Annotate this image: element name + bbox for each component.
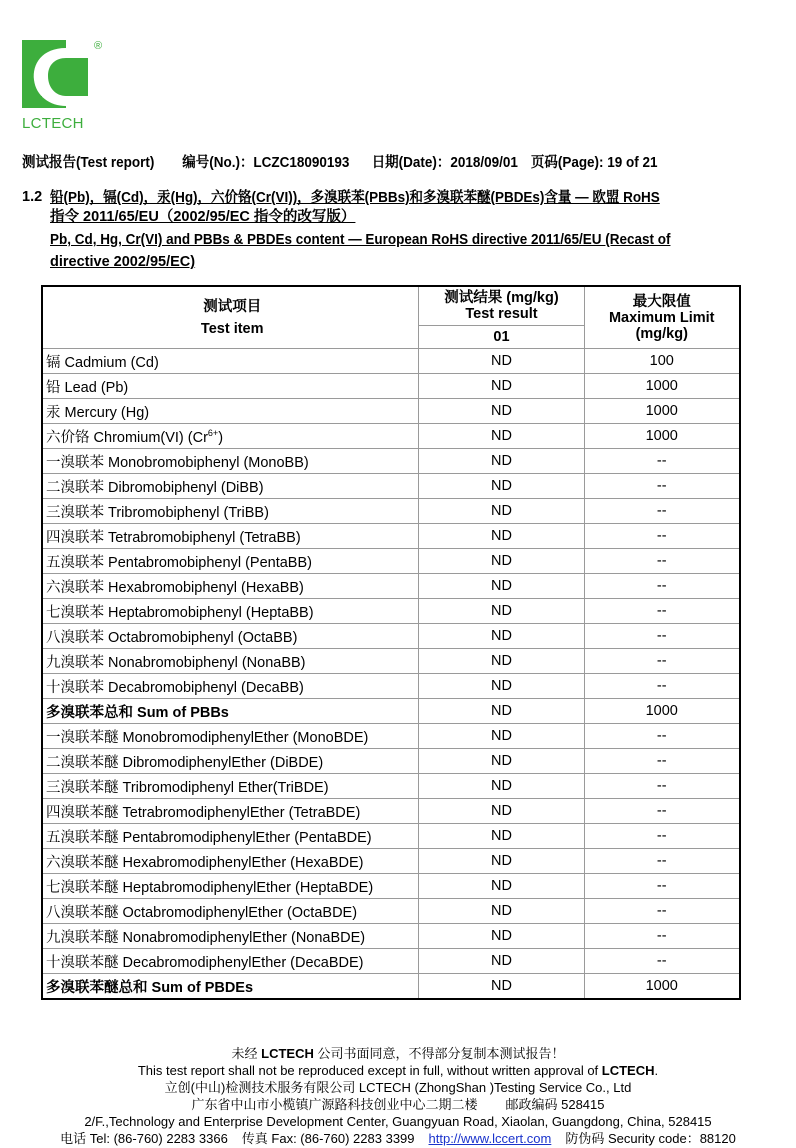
test-item-cell bbox=[42, 474, 419, 499]
max-limit-cell: -- bbox=[584, 849, 740, 874]
section-title-cn-line2: 指令 2011/65/EU（2002/95/EC 指令的改写版） bbox=[50, 209, 356, 225]
footer-notice-en bbox=[0, 1062, 796, 1079]
test-result-cell: ND bbox=[419, 899, 584, 924]
lctech-logo-mark-icon bbox=[22, 40, 88, 108]
test-item-cell bbox=[42, 824, 419, 849]
table-row bbox=[42, 774, 740, 799]
test-result-cell: ND bbox=[419, 924, 584, 949]
test-result-cell: ND bbox=[419, 649, 584, 674]
section-title-cn-line1: 铅(Pb)，镉(Cd)，汞(Hg)，六价铬(Cr(VI))，多溴联苯(PBBs)和多溴联苯醚(PBDEs)含量 — 欧盟 RoHS bbox=[50, 190, 660, 206]
header-test-result bbox=[419, 286, 584, 326]
table-row bbox=[42, 499, 740, 524]
max-limit-cell: 1000 bbox=[584, 424, 740, 449]
header-test-result-cn: 测试结果 (mg/kg) bbox=[444, 290, 559, 306]
test-item-cell bbox=[42, 674, 419, 699]
test-item-name: 一溴联苯醚 MonobromodiphenylEther (MonoBDE) bbox=[46, 729, 369, 746]
header-max-limit-cn: 最大限值 bbox=[632, 293, 691, 310]
test-item-name: 三溴联苯 Tribromobiphenyl (TriBB) bbox=[46, 504, 269, 521]
test-result-cell: ND bbox=[419, 499, 584, 524]
test-item-name: 八溴联苯 Octabromobiphenyl (OctaBB) bbox=[46, 629, 298, 646]
test-item-name: 汞 Mercury (Hg) bbox=[46, 404, 150, 421]
test-result-cell: ND bbox=[419, 474, 584, 499]
table-row bbox=[42, 474, 740, 499]
test-item-name: 三溴联苯醚 Tribromodiphenyl Ether(TriBDE) bbox=[46, 779, 329, 796]
table-row bbox=[42, 974, 740, 1000]
header-max-limit bbox=[584, 286, 740, 349]
test-result-cell: ND bbox=[419, 874, 584, 899]
test-result-cell: ND bbox=[419, 724, 584, 749]
header-test-item-cn: 测试项目 bbox=[203, 298, 262, 315]
max-limit-cell: -- bbox=[584, 599, 740, 624]
header-test-item-en: Test item bbox=[200, 320, 264, 337]
test-item-cell bbox=[42, 749, 419, 774]
table-row bbox=[42, 799, 740, 824]
section-title-en-line1: Pb, Cd, Hg, Cr(VI) and PBBs & PBDEs content — European RoHS directive 2011/65/EU (Recast of bbox=[50, 232, 671, 248]
table-row bbox=[42, 874, 740, 899]
test-item-cell bbox=[42, 924, 419, 949]
table-row bbox=[42, 524, 740, 549]
footer-website-link[interactable]: http://www.lccert.com bbox=[428, 1131, 552, 1146]
table-row bbox=[42, 374, 740, 399]
max-limit-cell: -- bbox=[584, 724, 740, 749]
footer-company: 立创(中山)检测技术服务有限公司 LCTECH (ZhongShan )Testing Service Co., Ltd bbox=[164, 1080, 632, 1095]
max-limit-cell: -- bbox=[584, 749, 740, 774]
table-row bbox=[42, 749, 740, 774]
table-row bbox=[42, 699, 740, 724]
footer-notice-cn bbox=[0, 1045, 796, 1062]
test-result-cell: ND bbox=[419, 624, 584, 649]
test-item-name: 六价铬 Chromium(VI) (Cr bbox=[46, 429, 208, 446]
test-item-tail: ) bbox=[218, 429, 224, 446]
table-row bbox=[42, 849, 740, 874]
test-item-cell bbox=[42, 349, 419, 374]
max-limit-cell: -- bbox=[584, 899, 740, 924]
logo-brand-text: LCTECH bbox=[22, 115, 84, 132]
test-item-name: 多溴联苯醚总和 Sum of PBDEs bbox=[46, 979, 254, 996]
test-item-name: 五溴联苯醚 PentabromodiphenylEther (PentaBDE) bbox=[46, 829, 372, 846]
test-item-cell bbox=[42, 849, 419, 874]
table-header-row bbox=[42, 286, 740, 326]
test-item-name: 四溴联苯 Tetrabromobiphenyl (TetraBB) bbox=[46, 529, 301, 546]
test-item-name: 多溴联苯总和 Sum of PBBs bbox=[46, 704, 229, 721]
max-limit-cell: -- bbox=[584, 474, 740, 499]
max-limit-cell: -- bbox=[584, 574, 740, 599]
max-limit-cell: 1000 bbox=[584, 399, 740, 424]
max-limit-cell: -- bbox=[584, 449, 740, 474]
report-label: 测试报告(Test report) bbox=[22, 155, 155, 171]
footer-postcode: 邮政编码 528415 bbox=[505, 1097, 605, 1112]
table-row bbox=[42, 549, 740, 574]
test-item-name: 十溴联苯 Decabromobiphenyl (DecaBB) bbox=[46, 679, 304, 696]
test-item-cell bbox=[42, 974, 419, 1000]
test-item-name: 十溴联苯醚 DecabromodiphenylEther (DecaBDE) bbox=[46, 954, 364, 971]
test-item-cell bbox=[42, 949, 419, 974]
test-item-name: 二溴联苯醚 DibromodiphenylEther (DiBDE) bbox=[46, 754, 324, 771]
test-result-cell: ND bbox=[419, 974, 584, 1000]
table-row bbox=[42, 899, 740, 924]
table-row bbox=[42, 599, 740, 624]
test-item-name: 镉 Cadmium (Cd) bbox=[46, 354, 159, 371]
header-max-limit-unit: (mg/kg) bbox=[635, 325, 688, 342]
test-item-cell bbox=[42, 499, 419, 524]
max-limit-cell: -- bbox=[584, 624, 740, 649]
test-item-cell bbox=[42, 799, 419, 824]
test-item-name: 五溴联苯 Pentabromobiphenyl (PentaBB) bbox=[46, 554, 312, 571]
test-result-cell: ND bbox=[419, 824, 584, 849]
test-result-cell: ND bbox=[419, 424, 584, 449]
table-row bbox=[42, 424, 740, 449]
test-item-cell bbox=[42, 449, 419, 474]
test-result-cell: ND bbox=[419, 549, 584, 574]
table-row bbox=[42, 399, 740, 424]
test-item-cell bbox=[42, 874, 419, 899]
max-limit-cell: 1000 bbox=[584, 699, 740, 724]
test-item-cell bbox=[42, 699, 419, 724]
test-item-cell bbox=[42, 724, 419, 749]
test-item-name: 二溴联苯 Dibromobiphenyl (DiBB) bbox=[46, 479, 264, 496]
max-limit-cell: 1000 bbox=[584, 374, 740, 399]
header-test-result-en: Test result bbox=[465, 306, 538, 322]
results-table bbox=[41, 285, 741, 1000]
report-date: 日期(Date)：2018/09/01 bbox=[371, 155, 518, 171]
test-item-cell bbox=[42, 399, 419, 424]
max-limit-cell: 100 bbox=[584, 349, 740, 374]
test-result-cell: ND bbox=[419, 849, 584, 874]
test-result-cell: ND bbox=[419, 449, 584, 474]
max-limit-cell: -- bbox=[584, 774, 740, 799]
footer-address-cn-line bbox=[0, 1096, 796, 1113]
test-result-cell: ND bbox=[419, 524, 584, 549]
registered-mark: ® bbox=[94, 40, 103, 52]
page-number: 页码(Page): 19 of 21 bbox=[530, 155, 658, 171]
max-limit-cell: -- bbox=[584, 824, 740, 849]
header-sample-id: 01 bbox=[419, 326, 584, 349]
test-item-cell bbox=[42, 649, 419, 674]
test-item-cell bbox=[42, 574, 419, 599]
test-item-cell bbox=[42, 549, 419, 574]
table-row bbox=[42, 449, 740, 474]
footer-security-code: 防伪码 Security code：88120 bbox=[565, 1131, 736, 1146]
table-row bbox=[42, 574, 740, 599]
test-item-name: 一溴联苯 Monobromobiphenyl (MonoBB) bbox=[46, 454, 309, 471]
max-limit-cell: -- bbox=[584, 524, 740, 549]
test-item-superscript: 6+ bbox=[207, 427, 219, 438]
table-row bbox=[42, 624, 740, 649]
test-item-cell bbox=[42, 624, 419, 649]
section-number: 1.2 bbox=[22, 189, 43, 205]
test-result-cell: ND bbox=[419, 749, 584, 774]
test-item-cell bbox=[42, 374, 419, 399]
table-row bbox=[42, 924, 740, 949]
footer-fax: 传真 Fax: (86-760) 2283 3399 bbox=[241, 1131, 415, 1146]
test-item-name: 六溴联苯 Hexabromobiphenyl (HexaBB) bbox=[46, 579, 304, 596]
test-result-cell: ND bbox=[419, 574, 584, 599]
max-limit-cell: -- bbox=[584, 799, 740, 824]
table-row bbox=[42, 949, 740, 974]
test-item-name: 八溴联苯醚 OctabromodiphenylEther (OctaBDE) bbox=[46, 904, 358, 921]
footer-tel: 电话 Tel: (86-760) 2283 3366 bbox=[60, 1131, 228, 1146]
test-item-name: 铅 Lead (Pb) bbox=[46, 379, 129, 396]
test-result-cell: ND bbox=[419, 699, 584, 724]
report-header bbox=[22, 151, 658, 172]
test-result-cell: ND bbox=[419, 349, 584, 374]
section-title-en-line2: directive 2002/95/EC) bbox=[50, 254, 196, 270]
max-limit-cell: -- bbox=[584, 549, 740, 574]
notice-en-pre: This test report shall not be reproduced except in full, without written approval of bbox=[137, 1063, 602, 1078]
notice-cn-pre: 未经 bbox=[231, 1046, 262, 1061]
test-item-name: 九溴联苯 Nonabromobiphenyl (NonaBB) bbox=[46, 654, 306, 671]
test-item-cell bbox=[42, 899, 419, 924]
max-limit-cell: -- bbox=[584, 499, 740, 524]
table-row bbox=[42, 724, 740, 749]
notice-cn-post: 公司书面同意，不得部分复制本测试报告！ bbox=[313, 1046, 565, 1061]
test-item-cell bbox=[42, 774, 419, 799]
notice-en-brand: LCTECH bbox=[601, 1063, 655, 1078]
test-item-cell bbox=[42, 599, 419, 624]
table-row bbox=[42, 674, 740, 699]
max-limit-cell: -- bbox=[584, 649, 740, 674]
footer-address-cn: 广东省中山市小榄镇广源路科技创业中心二期二楼 bbox=[191, 1097, 478, 1112]
test-item-cell bbox=[42, 524, 419, 549]
table-row bbox=[42, 649, 740, 674]
max-limit-cell: -- bbox=[584, 874, 740, 899]
test-item-name: 四溴联苯醚 TetrabromodiphenylEther (TetraBDE) bbox=[46, 804, 361, 821]
max-limit-cell: 1000 bbox=[584, 974, 740, 1000]
test-item-cell bbox=[42, 424, 419, 449]
header-max-limit-en: Maximum Limit bbox=[608, 309, 715, 326]
test-item-name: 七溴联苯醚 HeptabromodiphenylEther (HeptaBDE) bbox=[46, 879, 374, 896]
footer-address-en: 2/F.,Technology and Enterprise Development Center, Guangyuan Road, Xiaolan, Guangdong, China, 528415 bbox=[84, 1114, 712, 1129]
test-result-cell: ND bbox=[419, 949, 584, 974]
test-result-cell: ND bbox=[419, 774, 584, 799]
max-limit-cell: -- bbox=[584, 924, 740, 949]
test-result-cell: ND bbox=[419, 399, 584, 424]
table-body bbox=[42, 349, 740, 1000]
test-item-name: 九溴联苯醚 NonabromodiphenylEther (NonaBDE) bbox=[46, 929, 366, 946]
notice-cn-brand: LCTECH bbox=[261, 1046, 314, 1061]
test-item-name: 七溴联苯 Heptabromobiphenyl (HeptaBB) bbox=[46, 604, 314, 621]
report-number: 编号(No.)：LCZC18090193 bbox=[182, 155, 350, 171]
company-logo bbox=[22, 40, 112, 132]
header-test-item bbox=[42, 286, 419, 349]
test-item-name: 六溴联苯醚 HexabromodiphenylEther (HexaBDE) bbox=[46, 854, 364, 871]
table-row bbox=[42, 824, 740, 849]
notice-en-post: . bbox=[654, 1063, 659, 1078]
page-footer bbox=[0, 1045, 796, 1147]
footer-contact-line bbox=[0, 1130, 796, 1147]
table-row bbox=[42, 349, 740, 374]
test-result-cell: ND bbox=[419, 799, 584, 824]
test-result-cell: ND bbox=[419, 374, 584, 399]
test-result-cell: ND bbox=[419, 674, 584, 699]
max-limit-cell: -- bbox=[584, 674, 740, 699]
max-limit-cell: -- bbox=[584, 949, 740, 974]
test-result-cell: ND bbox=[419, 599, 584, 624]
